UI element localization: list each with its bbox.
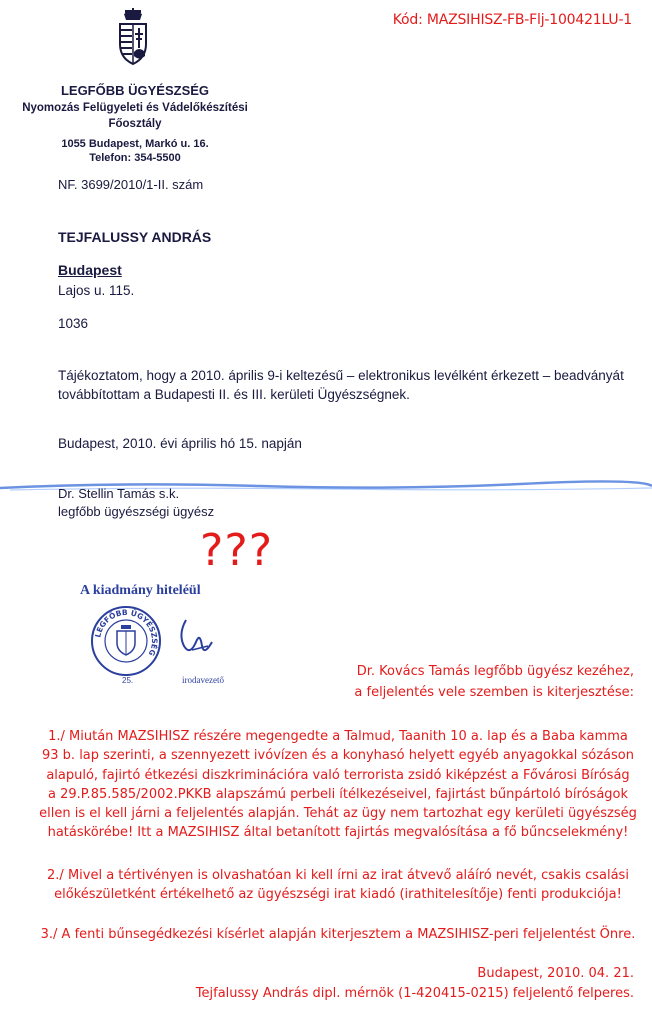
complaint-point-3: 3./ A fenti bűnsegédkezési kísérlet alapján kiterjesztem a MAZSIHISZ-peri feljelentést Önre. bbox=[40, 927, 636, 942]
coat-of-arms-icon bbox=[116, 8, 150, 66]
complaint-date: Budapest, 2010. 04. 21. bbox=[477, 966, 634, 981]
recipient-street: Lajos u. 115. bbox=[58, 283, 135, 298]
complaint-line: előkészületként értékelhető az ügyészségi irat kiadó (irathitelesítője) fenti produkciója! bbox=[54, 887, 622, 903]
complaint-line: 2./ Mivel a tértivényen is olvashatóan ki kell írni az irat átvevő aláíró nevét, csakis csalási bbox=[47, 868, 629, 883]
complaint-line: alapuló, fajirtó étkezési diszkriminációra való terrorista zsidó kiképzést a Fővárosi Bíróság bbox=[46, 767, 630, 783]
stamp-ring-text: LEGFŐBB ÜGYÉSZSÉG bbox=[93, 607, 160, 658]
case-number: NF. 3699/2010/1-II. szám bbox=[58, 177, 204, 192]
complaint-line: 93 b. lap szerinti, a szennyezett ivóvízen és a konyhasó helyett egyéb anyagokkal sózáson bbox=[42, 748, 634, 764]
complaint-signer: Tejfalussy András dipl. mérnök (1-420415-0215) feljelentő felperes. bbox=[195, 986, 634, 1001]
department-line-1: Nyomozás Felügyeleti és Vádelőkészítési bbox=[22, 102, 248, 114]
signer-name: Dr. Stellin Tamás s.k. bbox=[58, 486, 180, 501]
stamp-number: 25. bbox=[122, 676, 134, 685]
question-marks: ??? bbox=[200, 525, 274, 576]
complaint-line: 1./ Miután MAZSIHISZ részére megengedte a Talmud, Taanith 10 a. lap és a Baba kamma bbox=[48, 729, 628, 744]
office-contact bbox=[10, 137, 260, 165]
stamp-caption: A kiadmány hiteléül bbox=[80, 583, 201, 598]
complaint-point-2 bbox=[32, 866, 644, 905]
recipient-city: Budapest bbox=[58, 262, 122, 278]
letter-body: Tájékoztatom, hogy a 2010. április 9-i keltezésű – elektronikus levélként érkezett – beadványát továbbítottam a Budapesti II. és III. kerületi Ügyészségnek. bbox=[58, 368, 624, 402]
complaint-line: hatáskörébe! Itt a MAZSIHISZ által betanított fajirtás megvalósítása a fő bűncselekmény! bbox=[47, 825, 629, 841]
complaint-line: ellen is el kell járni a feljelentés alapján. Tehát az ügy nem tartozhat egy kerületi ügyészség bbox=[39, 806, 637, 822]
recipient-zip: 1036 bbox=[58, 316, 89, 331]
complaint-header-line-1: Dr. Kovács Tamás legfőbb ügyész kezéhez, bbox=[356, 664, 634, 679]
office-address: 1055 Budapest, Markó u. 16. bbox=[61, 138, 209, 150]
department-line-2: Főosztály bbox=[108, 118, 162, 130]
office-phone: Telefon: 354-5500 bbox=[89, 152, 181, 164]
stamp-role: irodavezető bbox=[182, 675, 224, 685]
complaint-line: a 29.P.85.585/2002.PKKB alapszámú perbeli ítélkezéseivel, fajirtást bűnpártoló bíróságok bbox=[47, 786, 629, 802]
complaint-point-1 bbox=[32, 727, 644, 843]
complaint-header-line-2: a feljelentés vele szemben is kiterjesztése: bbox=[354, 685, 634, 700]
recipient-name: TEJFALUSSY ANDRÁS bbox=[58, 229, 212, 245]
official-stamp bbox=[90, 605, 162, 677]
letter-date: Budapest, 2010. évi április hó 15. napján bbox=[58, 436, 302, 451]
reference-code: Kód: MAZSIHISZ-FB-Flj-100421LU-1 bbox=[392, 12, 632, 28]
signer-title: legfőbb ügyészségi ügyész bbox=[58, 504, 215, 519]
department bbox=[10, 100, 260, 132]
complaint-header bbox=[354, 661, 634, 703]
office-name: LEGFŐBB ÜGYÉSZSÉG bbox=[60, 83, 210, 98]
stamp-signature bbox=[172, 612, 222, 662]
